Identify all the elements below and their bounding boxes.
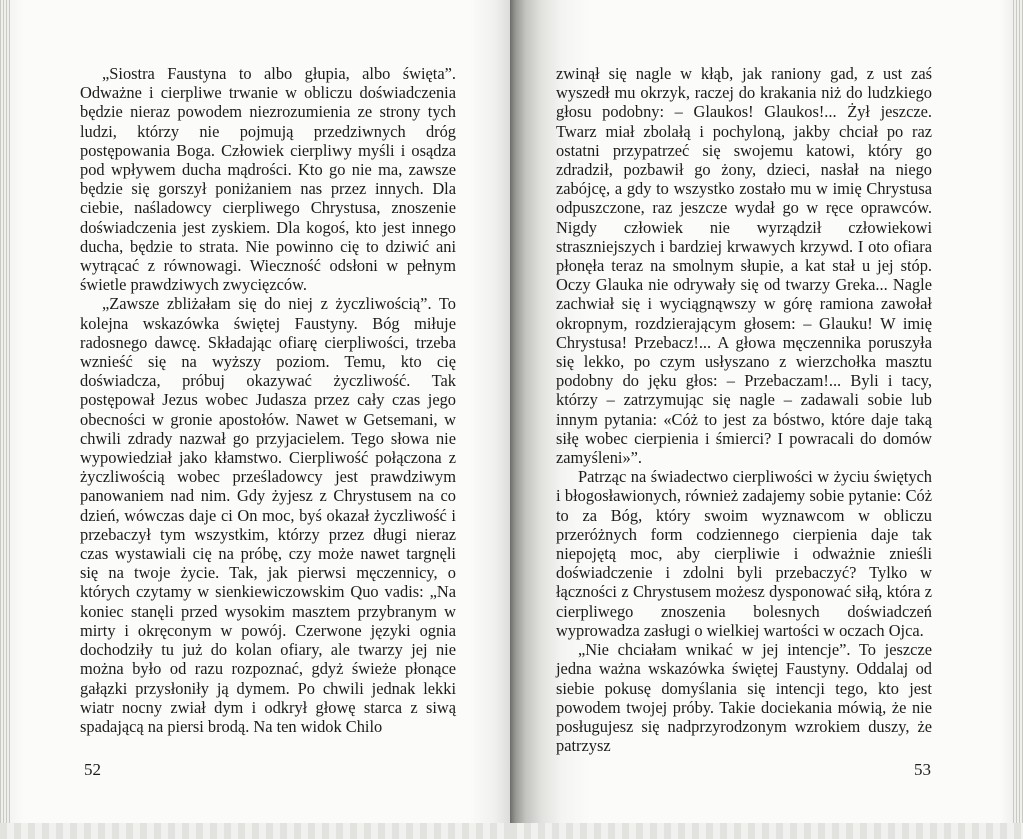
page-number-right: 53 <box>914 760 931 779</box>
right-page-text <box>556 64 932 755</box>
page-edge <box>0 0 10 839</box>
paragraph: zwinął się nagle w kłąb, jak raniony gad, z ust zaś wyszedł mu okrzyk, raczej do krakania niż do ludzkiego głosu podobny: – Glaukos! Glaukos!... Żył jeszcze. Twarz miał zbolałą i pochyloną, jakby chciał po raz ostatni przypatrzeć się swojemu katowi, który go zdradził, pozbawił go żony, dzieci, nasłał na niego zabójcę, a gdy to wszystko zostało mu w imię Chrystusa odpuszczone, raz jeszcze wydał go w ręce oprawców. Nigdy człowiek nie wyrządził człowiekowi straszniejszych i bardziej krwawych krzywd. I oto ofiara płonęła teraz na smolnym słupie, a kat stał u jej stóp. Oczy Glauka nie odrywały się od twarzy Greka... Nagle zachwiał się i wyciągnąwszy w górę ramiona zawołał okropnym, rozdzierającym głosem: – Glauku! W imię Chrystusa! Przebacz!... A głowa męczennika poruszyła się lekko, po czym usłyszano z wierzchołka masztu podobny do jęku głos: – Przebaczam!... Byli i tacy, którzy – zatrzymując się nagle – zadawali sobie lub innym pytania: «Cóż to jest za bóstwo, które daje taką siłę wobec cierpienia i śmierci? I powracali do domów zamyśleni»”. <box>556 64 932 468</box>
paragraph: „Zawsze zbliżałam się do niej z życzliwością”. To kolejna wskazówka świętej Faustyny. Bóg miłuje radosnego dawcę. Składając ofiarę cierpliwości, trzeba wznieść się na wyższy poziom. Temu, kto cię doświadcza, próbuj okazywać życzliwość. Tak postępował Jezus wobec Judasza przez cały czas jego obecności w gronie apostołów. Nawet w Getsemani, w chwili zdrady nazwał go przyjacielem. Tego słowa nie wypowiedział jako kłamstwo. Cierpliwość połączona z życzliwością wobec prześladowcy jest prawdziwym panowaniem nad nim. Gdy żyjesz z Chrystusem na co dzień, wówczas daje ci On moc, byś okazał życzliwość i przebaczył tym wszystkim, którzy przez długi nieraz czas wystawiali cię na próbę, czy może nawet targnęli się na twoje życie. Tak, jak pierwsi męczennicy, o których czytamy w sienkiewiczowskim Quo vadis: „Na koniec stanęli przed wysokim masztem przybranym w mirty i okręconym w powój. Czerwone języki ognia dochodziły tu już do kolan ofiary, ale twarzy jej nie można było od razu rozpoznać, gdyż świeże płonące gałązki przysłoniły ją dymem. Po chwili jednak lekki wiatr nocny zwiał dym i odkrył głowę starca z siwą spadającą na piersi brodą. Na ten widok Chilo <box>80 294 456 736</box>
paragraph: „Siostra Faustyna to albo głupia, albo święta”. Odważne i cierpliwe trwanie w obliczu doświadczenia będzie nieraz powodem niezrozumienia ze strony tych ludzi, którzy nie pojmują przedziwnych dróg postępowania Boga. Człowiek cierpliwy myśli i osądza pod wpływem ducha mądrości. Kto go nie ma, zawsze będzie się gorszył poniżaniem nas przez innych. Dla ciebie, naśladowcy cierpliwego Chrystusa, znoszenie doświadczenia jest zyskiem. Dla kogoś, kto jest innego ducha, będzie to strata. Nie powinno cię to dziwić ani wytrącać z równowagi. Wieczność odsłoni w pełnym świetle prawdziwych zwycięzców. <box>80 64 456 295</box>
bottom-edge <box>0 823 510 839</box>
page-number-left: 52 <box>84 760 101 779</box>
page-edge <box>1013 0 1023 839</box>
left-page-text <box>80 64 456 736</box>
paragraph: „Nie chciałam wnikać w jej intencje”. To jeszcze jedna ważna wskazówka świętej Faustyny. Oddalaj od siebie pokusę domyślania się intencji tego, kto jest powodem twojej próby. Takie dociekania mówią, że nie posługujesz się nadprzyrodzonym wzrokiem duszy, że patrzysz <box>556 640 932 756</box>
paragraph: Patrząc na świadectwo cierpliwości w życiu świętych i błogosławionych, również zadajemy sobie pytanie: Cóż to za Bóg, który swoim wyznawcom w obliczu przeróżnych form codziennego cierpienia daje tak niepojętą moc, aby cierpliwie i odważnie znieśli doświadczenie i zdolni byli przebaczyć? Tylko w łączności z Chrystusem możesz dysponować siłą, która z cierpliwego znoszenia bolesnych doświadczeń wyprowadza zasługi o wielkiej wartości w oczach Ojca. <box>556 467 932 640</box>
bottom-edge <box>510 823 1023 839</box>
